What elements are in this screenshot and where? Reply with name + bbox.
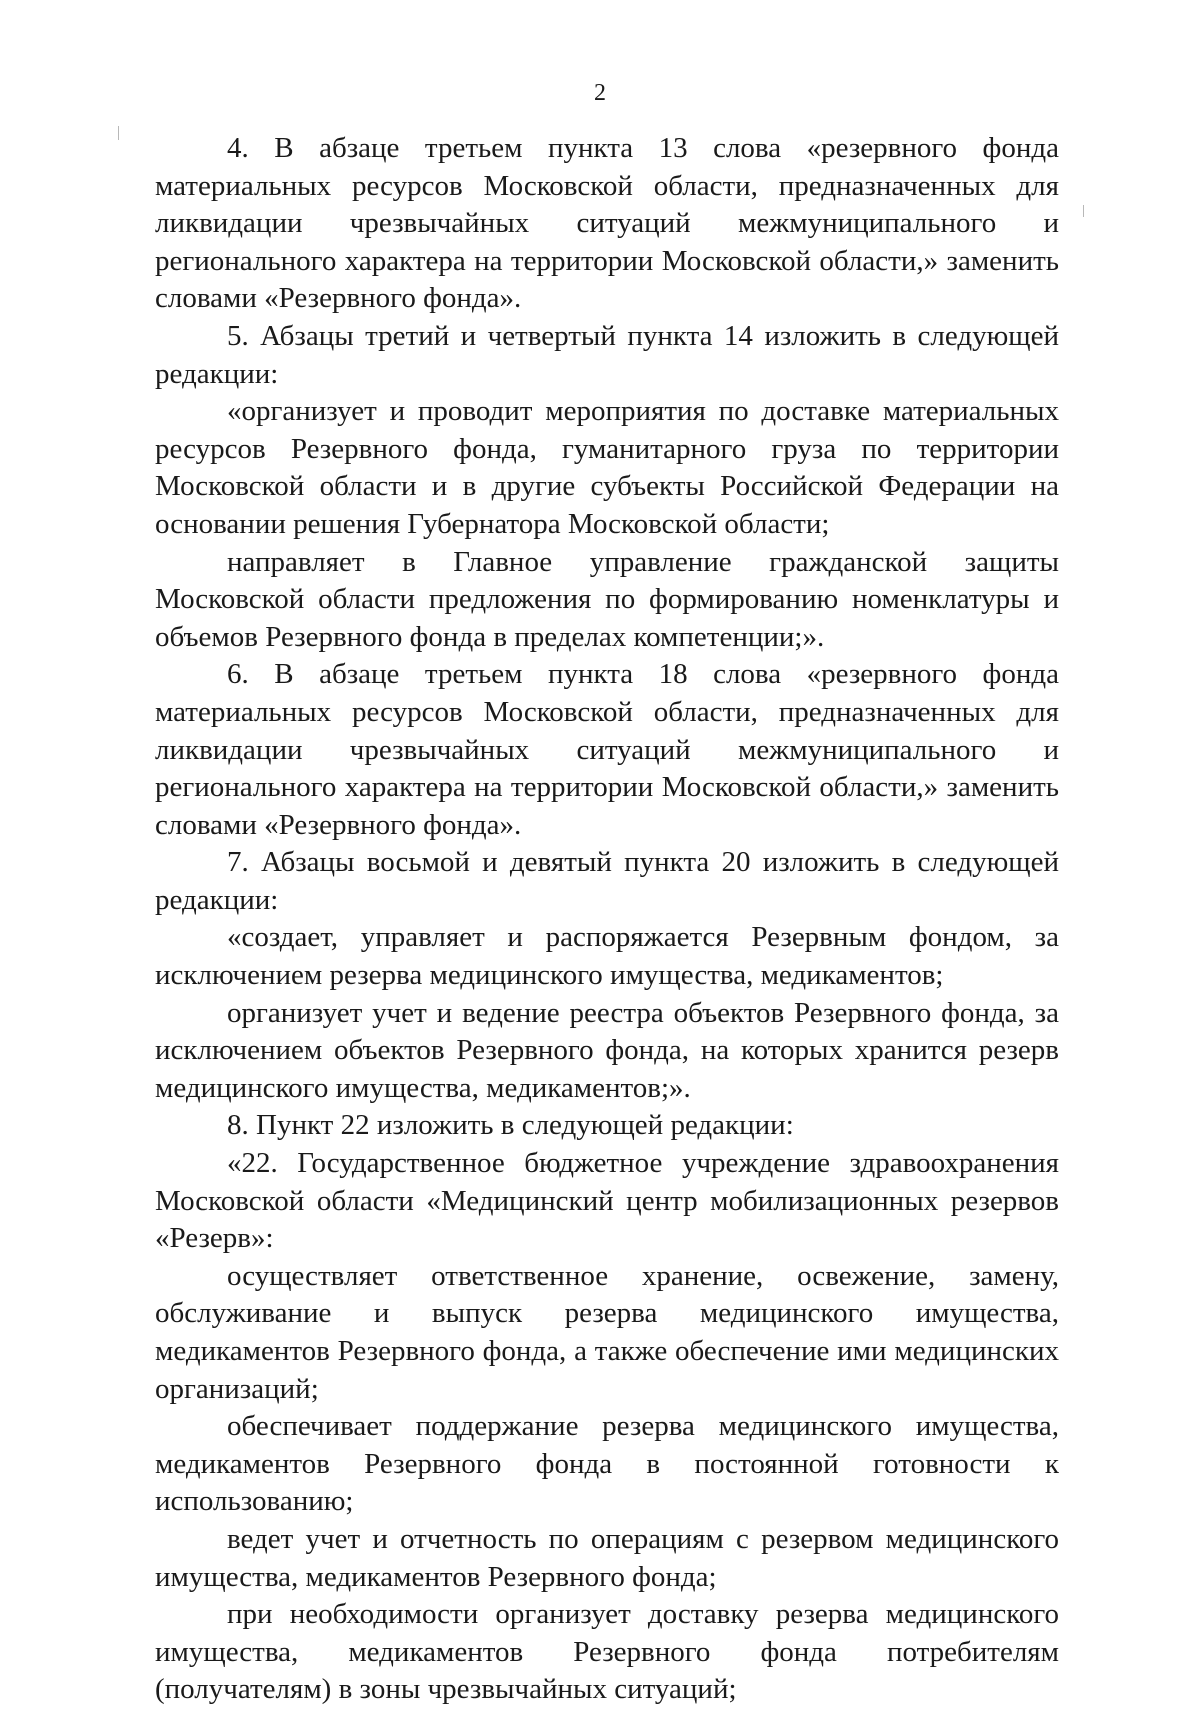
paragraph-quote: направляет в Главное управление гражданской защиты Московской области предложения по формированию номенклатуры и объемов Резервного фонда в пределах компетенции;». xyxy=(155,545,1059,653)
document-body xyxy=(155,130,1059,1709)
page-number: 2 xyxy=(594,80,606,106)
paragraph-quote: осуществляет ответственное хранение, освежение, замену, обслуживание и выпуск резерва медицинского имущества, медикаментов Резервного фонда, а также обеспечение ими медицинских организаций; xyxy=(155,1259,1059,1405)
paragraph-quote: ведет учет и отчетность по операциям с резервом медицинского имущества, медикаментов Резервного фонда; xyxy=(155,1522,1059,1593)
scan-artifact-mark xyxy=(1083,205,1084,217)
paragraph-item-5: 5. Абзацы третий и четвертый пункта 14 изложить в следующей редакции: xyxy=(155,319,1059,390)
paragraph-item-7: 7. Абзацы восьмой и девятый пункта 20 изложить в следующей редакции: xyxy=(155,846,1059,916)
paragraph-item-8: 8. Пункт 22 изложить в следующей редакции: xyxy=(227,1109,794,1142)
paragraph-item-4: 4. В абзаце третьем пункта 13 слова «резервного фонда материальных ресурсов Московской области, предназначенных для ликвидации чрезвычайных ситуаций межмуниципального и регионального характера на территории Московской области,» заменить словами «Резервного фонда». xyxy=(155,132,1059,315)
paragraph-quote: организует учет и ведение реестра объектов Резервного фонда, за исключением объектов Резервного фонда, на которых хранится резерв медицинского имущества, медикаментов;». xyxy=(155,996,1059,1104)
paragraph-quote: «22. Государственное бюджетное учреждение здравоохранения Московской области «Медицинский центр мобилизационных резервов «Резерв»: xyxy=(155,1147,1059,1255)
paragraph-quote: «организует и проводит мероприятия по доставке материальных ресурсов Резервного фонда, гуманитарного груза по территории Московской области и в другие субъекты Российской Федерации на основании решения Губернатора Московской области; xyxy=(155,395,1059,540)
paragraph-quote: при необходимости организует доставку резерва медицинского имущества, медикаментов Резервного фонда потребителям (получателям) в зоны чрезвычайных ситуаций; xyxy=(155,1598,1059,1706)
paragraph-quote: обеспечивает поддержание резерва медицинского имущества, медикаментов Резервного фонда в постоянной готовности к использованию; xyxy=(155,1410,1059,1518)
paragraph-quote: «создает, управляет и распоряжается Резервным фондом, за исключением резерва медицинского имущества, медикаментов; xyxy=(155,921,1059,992)
scan-artifact-mark xyxy=(118,126,119,140)
paragraph-item-6: 6. В абзаце третьем пункта 18 слова «резервного фонда материальных ресурсов Московской области, предназначенных для ликвидации чрезвычайных ситуаций межмуниципального и регионального характера на территории Московской области,» заменить словами «Резервного фонда». xyxy=(155,658,1059,841)
